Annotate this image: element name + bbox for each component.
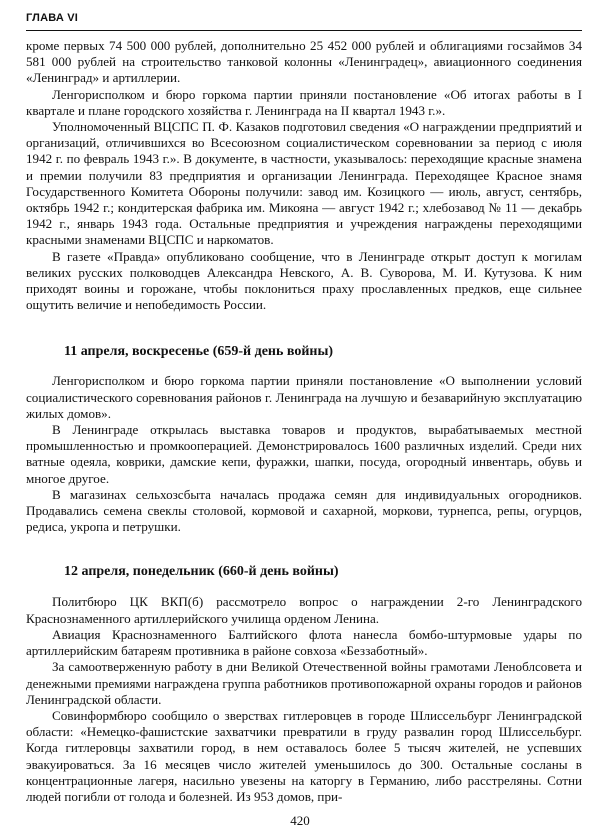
page-number: 420 <box>290 813 310 828</box>
paragraph: В газете «Правда» опубликовано сообщение, что в Ленинграде открыт доступ к могилам великих русских полководцев Александра Невского, А. В. Суворова, М. И. Кутузова. К ним приходят воины и горожане, чтобы поклониться праху прославленных предков, еще сильнее ощутить величие и непобедимость России. <box>26 248 582 313</box>
paragraph: Ленгорисполком и бюро горкома партии приняли постановление «О выполнении условий социалистического соревнования районов г. Ленинграда на лучшую и безаварийную эксплуатацию жилых домов». <box>26 373 582 421</box>
section-heading: 12 апреля, понедельник (660-й день войны) <box>64 564 339 580</box>
paragraph: Совинформбюро сообщило о зверствах гитлеровцев в городе Шлиссельбург Ленинградской области: «Немецко-фашистские захватчики превратили в груду развалин город Шлиссельбург. Когда гитлеровцы захватили город, в нем оставалось более 5 тысяч жителей, не успевших эвакуироваться. За 16 месяцев число жителей уменьшилось до 300. Остальные сосланы в концентрационные лагеря, насильно увезены на каторгу в Германию, либо расстреляны. Сотни людей погибли от голода и болезней. Из 953 домов, при- <box>26 707 582 804</box>
paragraph: В магазинах сельхозсбыта началась продажа семян для индивидуальных огородников. Продавались семена свеклы столовой, кормовой и сахарной, моркови, турнепса, репы, огурцов, редиса, укропа и петрушки. <box>26 486 582 535</box>
paragraph: Авиация Краснознаменного Балтийского флота нанесла бомбо-штурмовые удары по артиллерийским батареям противника в районе совхоза «Беззаботный». <box>26 626 582 659</box>
paragraph: Ленгорисполком и бюро горкома партии приняли постановление «Об итогах работы в I квартале и плане городского хозяйства г. Ленинграда на II квартал 1943 г.». <box>26 86 582 118</box>
paragraph: В Ленинграде открылась выставка товаров и продуктов, вырабатываемых местной промышленностью и промкооперацией. Демонстрировалось 1600 различных изделий. Среди них ватные одеяла, коврики, дамские кепи, фуражки, шапки, посуда, огородный инвентарь, обувь и многое другое. <box>26 422 582 486</box>
paragraph: кроме первых 74 500 000 рублей, дополнительно 25 452 000 рублей и облигациями госзаймов 34 581 000 рублей на строительство танковой колонны «Ленинградец», авиационного соединения «Ленинград» и артиллерии. <box>26 38 582 86</box>
paragraph: За самоотверженную работу в дни Великой Отечественной войны грамотами Леноблсовета и денежными премиями награждена группа работников противопожарной охраны городов и районов Ленинградской области. <box>26 659 582 707</box>
paragraph: Политбюро ЦК ВКП(б) рассмотрело вопрос о награждении 2-го Ленинградского Краснознаменного артиллерийского училища орденом Ленина. <box>26 594 582 626</box>
paragraph: Уполномоченный ВЦСПС П. Ф. Казаков подготовил сведения «О награждении предприятий и организаций, отличившихся во Всесоюзном социалистическом соревновании за период с июля 1942 г. по февраль 1943 г.». В документе, в частности, указывалось: переходящие красные знамена и премии получили 83 предприятия и организации Ленинграда. Переходящее Красное знамя Государственного Комитета Обороны получили: завод им. Козицкого — июль, август, сентябрь, октябрь 1942 г.; кондитерская фабрика им. Микояна — август 1942 г.; хлебозавод № 11 — декабрь 1942 г., январь 1943 года. Остальные предприятия и учреждения награждены переходящими красными знаменами ВЦСПС и наркоматов. <box>26 119 582 248</box>
chapter-label: ГЛАВА VI <box>26 12 79 24</box>
section-heading: 11 апреля, воскресенье (659-й день войны) <box>64 344 334 360</box>
page-body <box>26 38 582 805</box>
running-header <box>26 8 582 31</box>
